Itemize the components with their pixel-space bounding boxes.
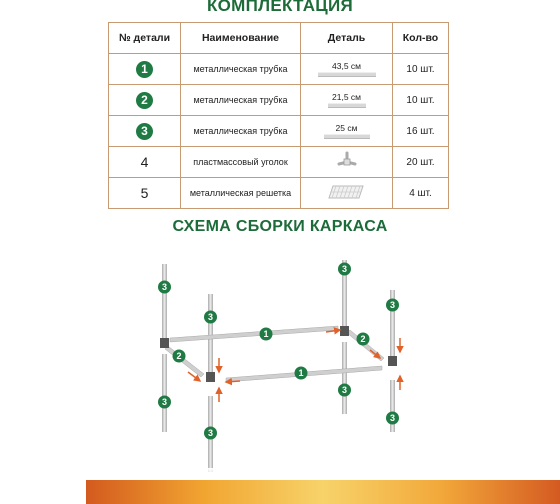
- row-num-cell: 5: [109, 178, 181, 209]
- tube-drawing: [328, 92, 366, 108]
- kit-title: КОМПЛЕКТАЦИЯ: [206, 0, 354, 15]
- row-detail-cell: [301, 85, 393, 116]
- row-detail-cell: [301, 178, 393, 209]
- kit-table: [108, 22, 449, 209]
- label-badge: [357, 333, 370, 346]
- label-badge: [204, 427, 217, 440]
- col-header-detail: Деталь: [301, 23, 393, 54]
- row-num-cell: [109, 54, 181, 85]
- row-detail-cell: [301, 147, 393, 178]
- decorative-stripe: [86, 480, 560, 504]
- row-detail-cell: [301, 116, 393, 147]
- tube-length: 25 см: [335, 123, 358, 133]
- svg-text:3: 3: [389, 300, 396, 310]
- corner-connector: [206, 372, 215, 382]
- assembly-diagram: [0, 250, 560, 504]
- row-num-cell: [109, 85, 181, 116]
- svg-text:2: 2: [360, 334, 366, 344]
- label-badge: [338, 263, 351, 276]
- col-header-name: Наименование: [181, 23, 301, 54]
- plastic-corner-icon: [336, 151, 358, 171]
- row-name-cell: металлическая решетка: [181, 178, 301, 209]
- svg-text:1: 1: [263, 329, 269, 339]
- svg-text:3: 3: [207, 312, 214, 322]
- tube-vertical: [162, 354, 167, 432]
- row-qty-cell: 16 шт.: [393, 116, 449, 147]
- table-row: [109, 147, 449, 178]
- label-badge: [173, 350, 186, 363]
- part-number-badge: 2: [136, 92, 153, 109]
- svg-text:3: 3: [207, 428, 214, 438]
- row-num-cell: 4: [109, 147, 181, 178]
- table-row: [109, 178, 449, 209]
- label-badge: [204, 311, 217, 324]
- label-badge: [338, 384, 351, 397]
- corner-connector: [160, 338, 169, 348]
- row-detail-cell: [301, 54, 393, 85]
- tube-vertical: [162, 264, 167, 342]
- arrow-icon: [226, 381, 240, 382]
- scheme-title: СХЕМА СБОРКИ КАРКАСА: [172, 218, 388, 235]
- table-row: [109, 85, 449, 116]
- row-qty-cell: 10 шт.: [393, 85, 449, 116]
- row-name-cell: металлическая трубка: [181, 85, 301, 116]
- svg-text:1: 1: [298, 368, 304, 378]
- row-num-cell: [109, 116, 181, 147]
- row-qty-cell: 10 шт.: [393, 54, 449, 85]
- tube-long-back: [170, 326, 338, 342]
- tube-vertical: [342, 342, 347, 414]
- row-name-cell: пластмассовый уголок: [181, 147, 301, 178]
- svg-text:3: 3: [341, 385, 348, 395]
- row-name-cell: металлическая трубка: [181, 116, 301, 147]
- tube-length: 43,5 см: [332, 61, 361, 71]
- svg-text:3: 3: [389, 413, 396, 423]
- tube-length: 21,5 см: [332, 92, 361, 102]
- metal-grid-icon: [327, 183, 367, 201]
- table-row: [109, 54, 449, 85]
- label-badge: [295, 367, 308, 380]
- svg-text:3: 3: [161, 282, 168, 292]
- tube-short-left: [165, 346, 204, 377]
- tube-drawing: [318, 61, 376, 77]
- part-number-badge: 3: [136, 123, 153, 140]
- corner-connector: [340, 326, 349, 336]
- svg-text:3: 3: [161, 397, 168, 407]
- corner-connector: [388, 356, 397, 366]
- svg-text:3: 3: [341, 264, 348, 274]
- table-row: [109, 116, 449, 147]
- row-qty-cell: 20 шт.: [393, 147, 449, 178]
- label-badge: [386, 412, 399, 425]
- col-header-num: № детали: [109, 23, 181, 54]
- label-badge: [386, 299, 399, 312]
- label-badge: [158, 281, 171, 294]
- row-qty-cell: 4 шт.: [393, 178, 449, 209]
- table-header-row: [109, 23, 449, 54]
- label-badge: [158, 396, 171, 409]
- stripe-fade: [86, 468, 560, 480]
- tube-drawing: [324, 123, 370, 139]
- col-header-qty: Кол-во: [393, 23, 449, 54]
- svg-text:2: 2: [176, 351, 182, 361]
- label-badge: [260, 328, 273, 341]
- part-number-badge: 1: [136, 61, 153, 78]
- tube-vertical: [208, 294, 213, 372]
- row-name-cell: металлическая трубка: [181, 54, 301, 85]
